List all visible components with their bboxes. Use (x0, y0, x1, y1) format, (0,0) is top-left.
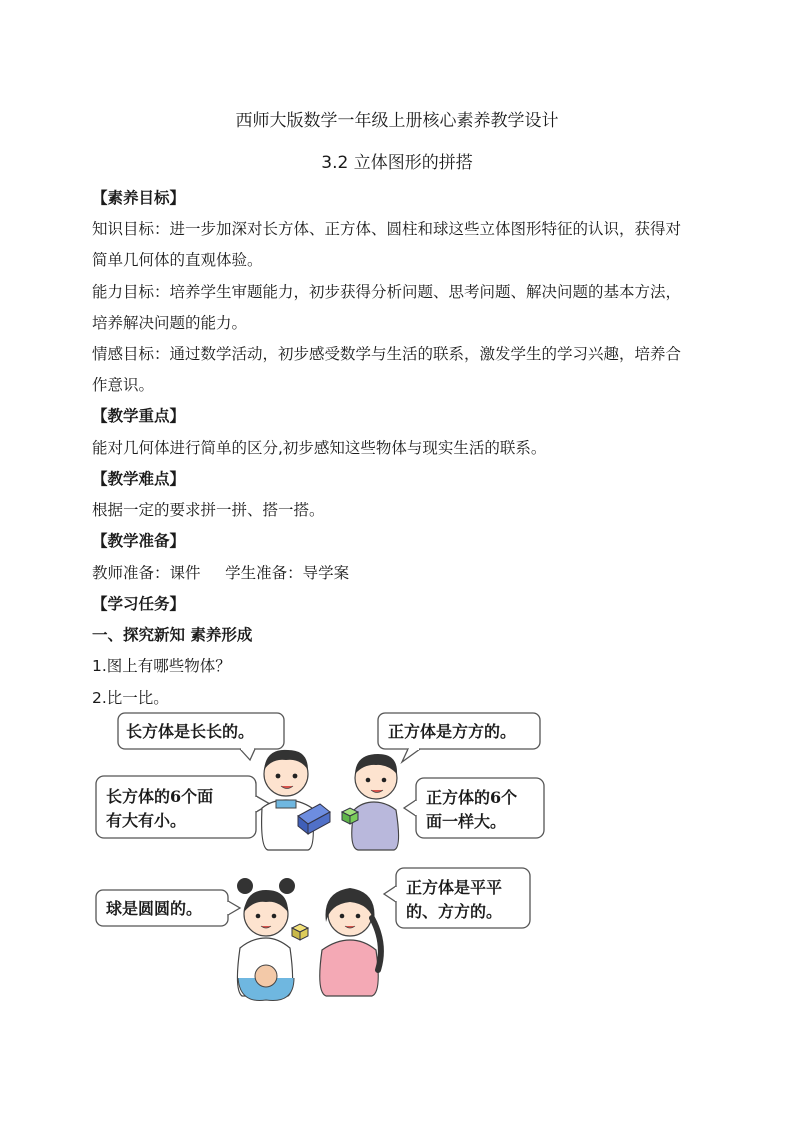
bubble-4-text-line-1: 正方体的6个 (426, 788, 518, 807)
bubble-6-text-line-2: 的、方方的。 (406, 902, 503, 921)
bubble-3-text-line-1: 长方体的6个面 (106, 787, 214, 806)
difficulties-text: 根据一定的要求拼一拼、搭一搭。 (92, 501, 325, 519)
speech-bubble-5 (96, 890, 240, 926)
subsection-heading-explore: 一、探究新知 素养形成 (92, 626, 253, 644)
question-2: 2.比一比。 (92, 689, 169, 707)
emotion-goal-line-1: 情感目标：通过数学活动，初步感受数学与生活的联系，激发学生的学习兴趣，培养合 (92, 345, 682, 363)
ability-goal-line-1: 能力目标：培养学生审题能力，初步获得分析问题、思考问题、解决问题的基本方法， (92, 283, 682, 301)
boy-with-cuboid (262, 750, 330, 850)
question-1: 1.图上有哪些物体？ (92, 657, 231, 675)
section-heading-difficulties: 【教学难点】 (92, 470, 186, 488)
girl-with-small-cube (292, 888, 381, 996)
bubble-3-text-line-2: 有大有小。 (106, 811, 187, 830)
girl-with-ball (237, 878, 295, 1001)
key-points-text: 能对几何体进行简单的区分,初步感知这些物体与现实生活的联系。 (92, 439, 547, 457)
section-heading-key-points: 【教学重点】 (92, 407, 186, 425)
emotion-goal-line-2: 作意识。 (92, 376, 155, 394)
yellow-cube-icon (292, 924, 308, 940)
bubble-6-text-line-1: 正方体是平平 (406, 878, 503, 897)
speech-bubble-4 (404, 778, 544, 838)
bubble-1-text: 长方体是长长的。 (126, 722, 255, 741)
bubble-5-text: 球是圆圆的。 (106, 899, 203, 918)
knowledge-goal-line-1: 知识目标：进一步加深对长方体、正方体、圆柱和球这些立体图形特征的认识，获得对 (92, 220, 682, 238)
section-heading-tasks: 【学习任务】 (92, 595, 186, 613)
preparation-text: 教师准备：课件 学生准备：导学案 (92, 564, 350, 582)
green-cube-icon (342, 808, 358, 824)
speech-bubble-2 (378, 713, 540, 762)
section-heading-goals: 【素养目标】 (92, 189, 186, 207)
ability-goal-line-2: 培养解决问题的能力。 (92, 314, 248, 332)
document-title: 西师大版数学一年级上册核心素养教学设计 (235, 111, 559, 131)
section-heading-preparation: 【教学准备】 (92, 532, 186, 550)
speech-bubble-6 (384, 868, 530, 928)
boy-with-cube (342, 754, 399, 850)
children-shapes-illustration (90, 708, 550, 1008)
knowledge-goal-line-2: 简单几何体的直观体验。 (92, 251, 263, 269)
bubble-4-text-line-2: 面一样大。 (426, 812, 507, 831)
document-subtitle: 3.2 立体图形的拼搭 (321, 153, 473, 173)
ball-icon (255, 965, 277, 987)
speech-bubble-1 (118, 713, 284, 760)
speech-bubble-3 (96, 776, 270, 838)
bubble-2-text: 正方体是方方的。 (388, 722, 517, 741)
